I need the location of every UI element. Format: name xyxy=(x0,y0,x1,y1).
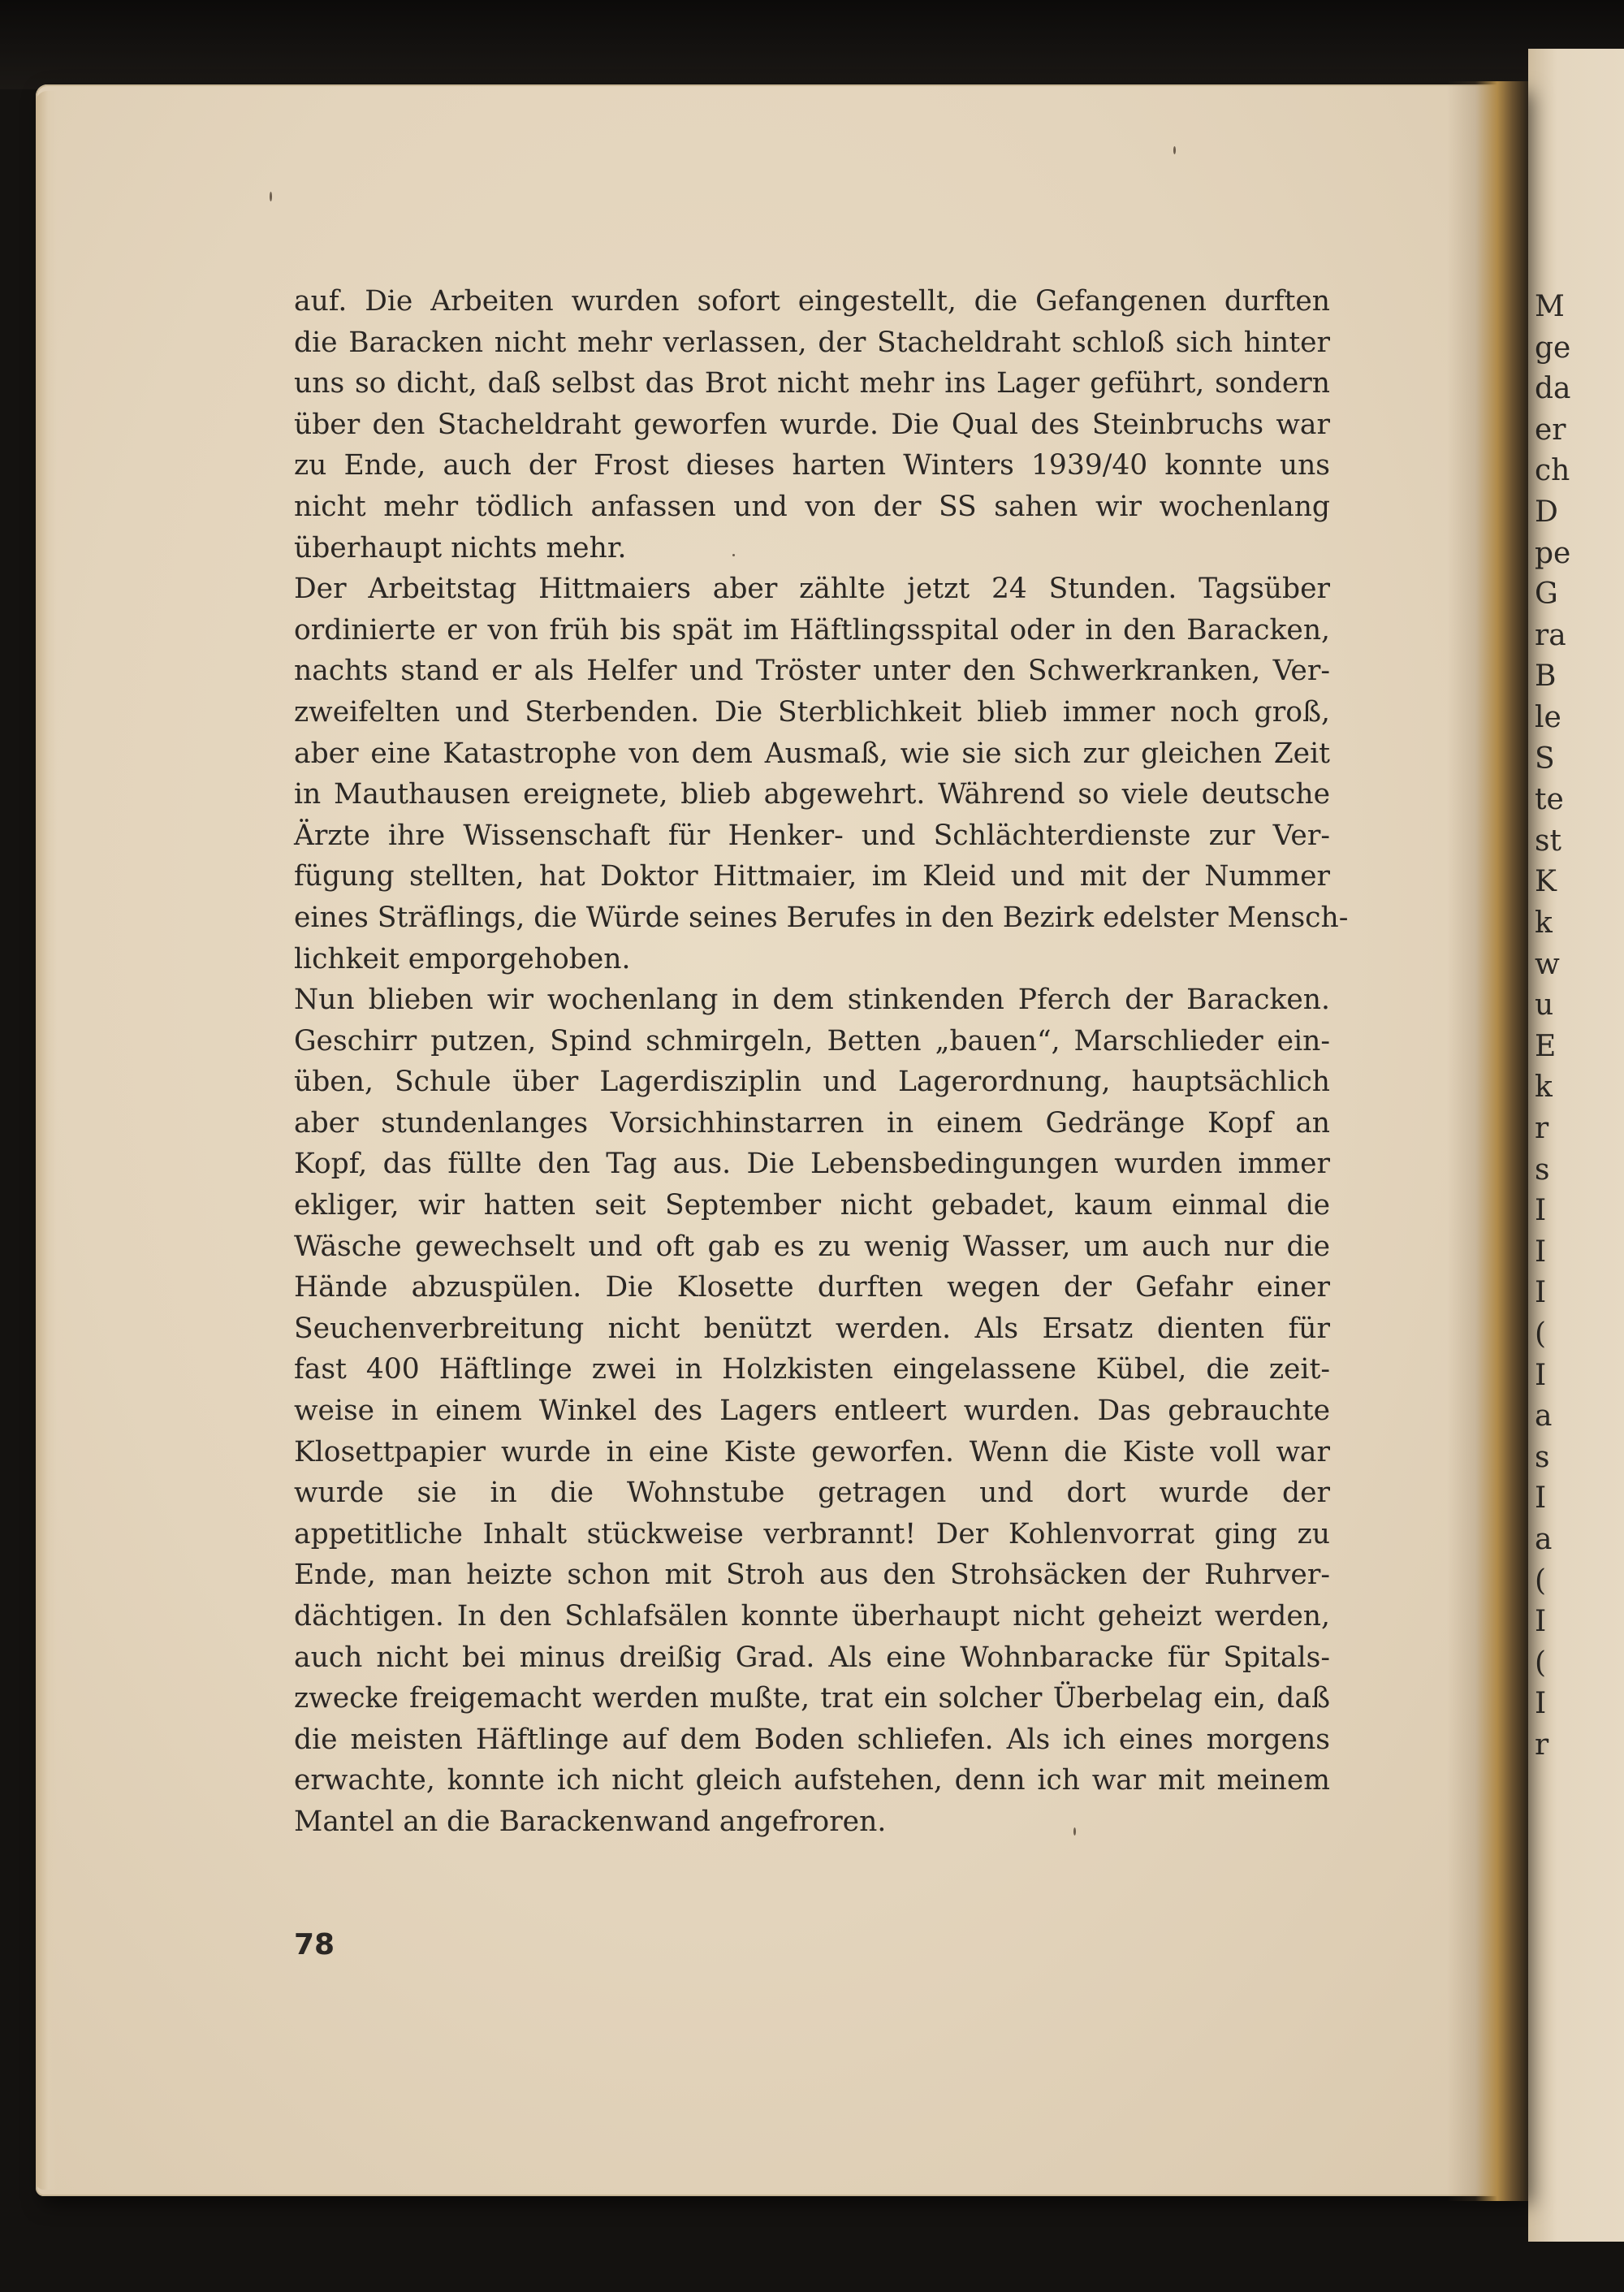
next-page-fragment: I xyxy=(1535,1481,1547,1516)
page-text xyxy=(294,281,1349,1843)
page-number: 78 xyxy=(294,1928,335,1961)
text-line: uns so dicht, daß selbst das Brot nicht mehr ins Lager geführt, sondern xyxy=(294,367,1330,400)
next-page-fragment: I xyxy=(1535,1605,1547,1639)
text-line: Geschirr putzen, Spind schmirgeln, Betten „bauen“, Marschlieder ein- xyxy=(294,1024,1330,1057)
text-line: appetitliche Inhalt stückweise verbrannt! Der Kohlenvorrat ging zu xyxy=(294,1517,1330,1550)
next-page-edge xyxy=(1528,49,1624,2242)
next-page-fragment: s xyxy=(1535,1440,1550,1474)
next-page-fragment: pe xyxy=(1535,536,1571,570)
text-line: aber stundenlanges Vorsichhinstarren in einem Gedränge Kopf an xyxy=(294,1106,1330,1140)
next-page-fragment: te xyxy=(1535,783,1564,817)
text-line: über den Stacheldraht geworfen wurde. Die Qual des Steinbruchs war xyxy=(294,408,1330,441)
text-line: Klosettpapier wurde in eine Kiste geworfen. Wenn die Kiste voll war xyxy=(294,1435,1330,1468)
text-line: lichkeit emporgehoben. xyxy=(294,942,631,975)
next-page-fragment: k xyxy=(1535,1070,1553,1105)
text-line: wurde sie in die Wohnstube getragen und dort wurde der xyxy=(294,1477,1330,1510)
text-line: üben, Schule über Lagerdisziplin und Lagerordnung, hauptsächlich xyxy=(294,1066,1330,1099)
text-line: nicht mehr tödlich anfassen und von der SS sahen wir wochenlang xyxy=(294,490,1330,523)
next-page-fragment: M xyxy=(1535,290,1565,323)
text-line: aber eine Katastrophe von dem Ausmaß, wie sie sich zur gleichen Zeit xyxy=(294,737,1330,770)
paper-speck xyxy=(732,554,735,556)
next-page-fragment: st xyxy=(1535,824,1561,858)
text-line: fast 400 Häftlinge zwei in Holzkisten eingelassene Kübel, die zeit- xyxy=(294,1353,1330,1386)
text-line: Der Arbeitstag Hittmaiers aber zählte jetzt 24 Stunden. Tagsüber xyxy=(294,573,1330,606)
next-page-fragment: I xyxy=(1535,1358,1547,1392)
next-page-fragment: u xyxy=(1535,988,1554,1023)
text-line: die Baracken nicht mehr verlassen, der Stacheldraht schloß sich hinter xyxy=(294,326,1330,359)
next-page-fragment: ( xyxy=(1535,1563,1547,1598)
text-line: Seuchenverbreitung nicht benützt werden. Als Ersatz dienten für xyxy=(294,1312,1330,1345)
text-line: nachts stand er als Helfer und Tröster unter den Schwerkranken, Ver- xyxy=(294,655,1330,688)
next-page-fragment: ge xyxy=(1535,331,1571,365)
text-line: fügung stellten, hat Doktor Hittmaier, im Kleid und mit der Nummer xyxy=(294,860,1330,893)
text-line: zwecke freigemacht werden mußte, trat ein solcher Überbelag ein, daß xyxy=(294,1682,1330,1715)
text-line: erwachte, konnte ich nicht gleich aufstehen, denn ich war mit meinem xyxy=(294,1764,1330,1797)
backdrop-top xyxy=(0,0,1624,89)
next-page-fragment: K xyxy=(1535,865,1557,899)
text-line: zweifelten und Sterbenden. Die Sterblichkeit blieb immer noch groß, xyxy=(294,695,1330,729)
next-page-fragment: w xyxy=(1535,947,1560,981)
next-page-fragment: a xyxy=(1535,1399,1553,1434)
text-line: die meisten Häftlinge auf dem Boden schliefen. Als ich eines morgens xyxy=(294,1723,1330,1756)
next-page-fragment: S xyxy=(1535,742,1555,776)
text-line: eines Sträflings, die Würde seines Berufes in den Bezirk edelster Mensch- xyxy=(294,901,1349,934)
next-page-fragment: ch xyxy=(1535,454,1570,488)
next-page-fragment: r xyxy=(1535,1112,1549,1145)
next-page-fragment: s xyxy=(1535,1152,1550,1187)
text-line: auch nicht bei minus dreißig Grad. Als eine Wohnbaracke für Spitals- xyxy=(294,1641,1330,1674)
paper-speck xyxy=(1173,146,1176,154)
next-page-fragment: E xyxy=(1535,1029,1557,1063)
next-page-fragment: le xyxy=(1535,701,1561,734)
next-page-fragment: ( xyxy=(1535,1317,1547,1351)
text-line: überhaupt nichts mehr. xyxy=(294,531,627,564)
next-page-fragment: ( xyxy=(1535,1645,1547,1680)
next-page-fragment: ra xyxy=(1535,618,1566,652)
text-line: ordinierte er von früh bis spät im Häftlingsspital oder in den Baracken, xyxy=(294,613,1330,647)
next-page-fragment: B xyxy=(1535,659,1557,694)
next-page-fragment: k xyxy=(1535,906,1553,940)
text-line: ekliger, wir hatten seit September nicht gebadet, kaum einmal die xyxy=(294,1189,1330,1222)
paper-speck xyxy=(270,192,272,201)
text-line: Ärzte ihre Wissenschaft für Henker- und Schlächterdienste zur Ver- xyxy=(294,819,1330,852)
text-line: Ende, man heizte schon mit Stroh aus den Strohsäcken der Ruhrver- xyxy=(294,1559,1330,1592)
book-gutter xyxy=(1447,81,1528,2201)
paper-speck xyxy=(1073,1827,1076,1836)
next-page-fragment: I xyxy=(1535,1276,1547,1310)
text-line: Kopf, das füllte den Tag aus. Die Lebensbedingungen wurden immer xyxy=(294,1148,1330,1181)
text-line: weise in einem Winkel des Lagers entleert wurden. Das gebrauchte xyxy=(294,1395,1330,1428)
text-line: Hände abzuspülen. Die Klosette durften wegen der Gefahr einer xyxy=(294,1271,1330,1304)
next-page-fragment: I xyxy=(1535,1235,1547,1269)
text-line: Wäsche gewechselt und oft gab es zu wenig Wasser, um auch nur die xyxy=(294,1230,1330,1263)
page-edge-left xyxy=(36,91,57,2190)
next-page-fragment: I xyxy=(1535,1687,1547,1721)
next-page-fragment: I xyxy=(1535,1194,1547,1228)
next-page-fragment: G xyxy=(1535,577,1558,612)
next-page-fragment: a xyxy=(1535,1523,1553,1556)
text-line: in Mauthausen ereignete, blieb abgewehrt. Während so viele deutsche xyxy=(294,778,1330,811)
text-line: zu Ende, auch der Frost dieses harten Winters 1939/40 konnte uns xyxy=(294,449,1330,482)
next-page-fragment: r xyxy=(1535,1728,1549,1762)
next-page-fragment: D xyxy=(1535,495,1558,529)
next-page-fragment: da xyxy=(1535,372,1571,406)
text-line: dächtigen. In den Schlafsälen konnte überhaupt nicht geheizt werden, xyxy=(294,1600,1330,1633)
next-page-fragment: er xyxy=(1535,413,1566,447)
text-line: Mantel an die Barackenwand angefroren. xyxy=(294,1805,887,1838)
text-line: Nun blieben wir wochenlang in dem stinkenden Pferch der Baracken. xyxy=(294,984,1330,1017)
text-line: auf. Die Arbeiten wurden sofort eingestellt, die Gefangenen durften xyxy=(294,285,1330,318)
